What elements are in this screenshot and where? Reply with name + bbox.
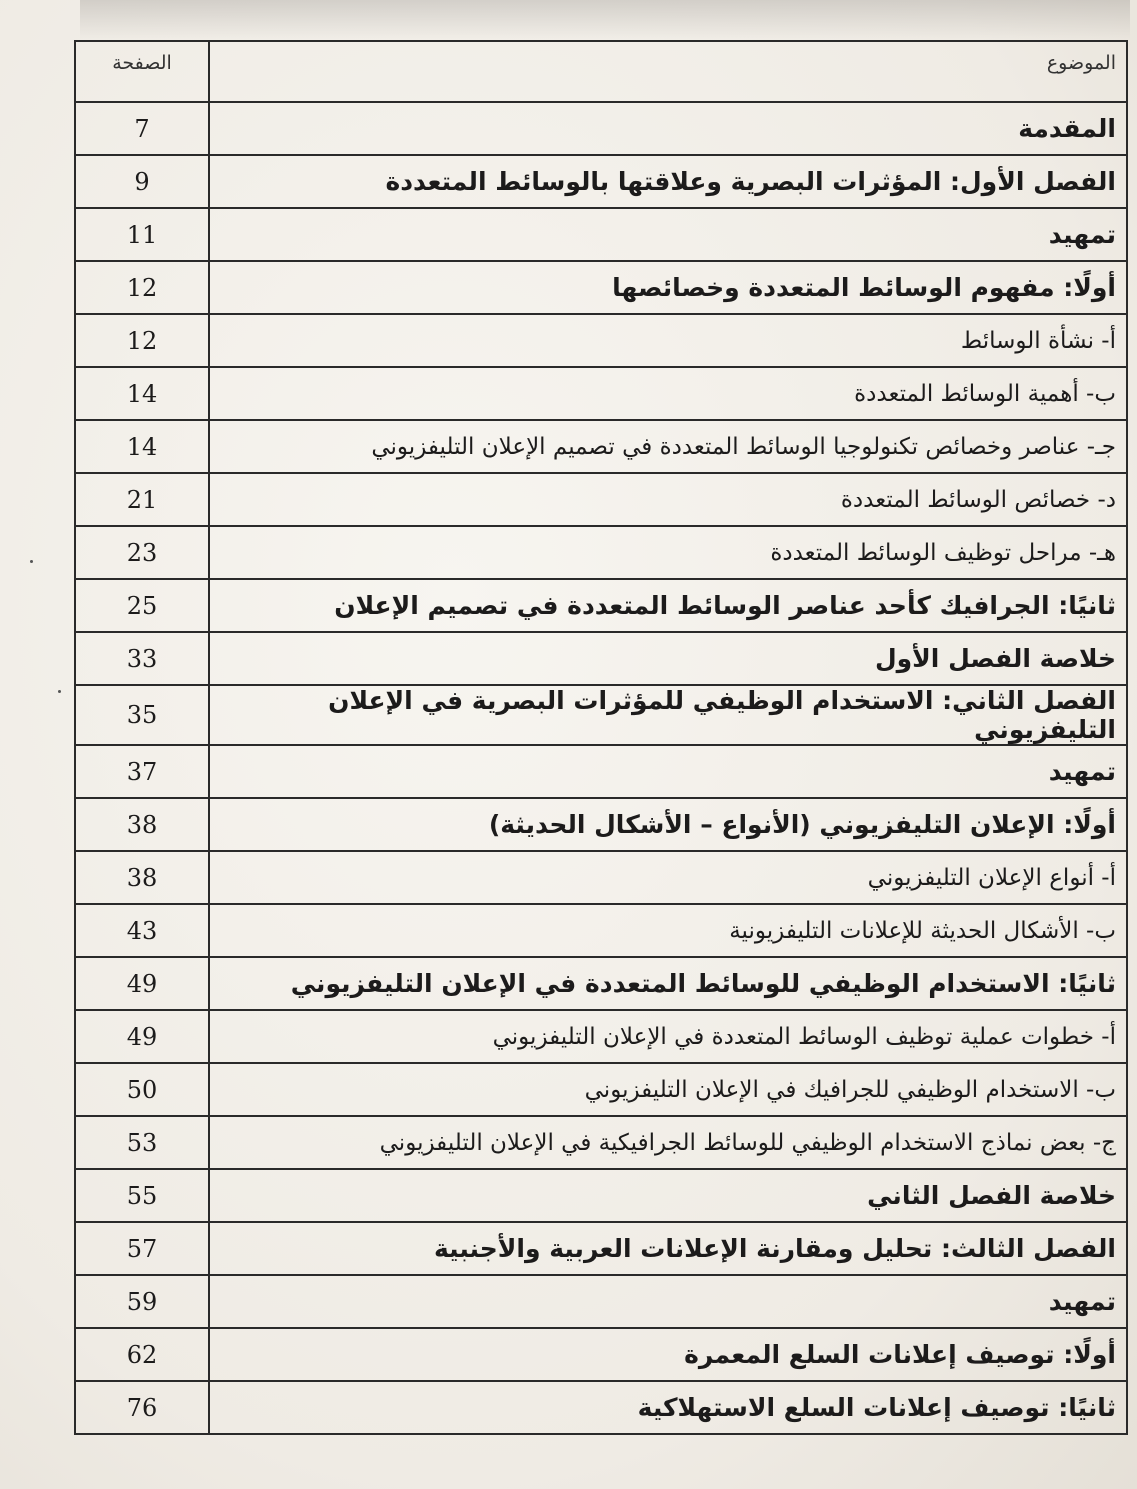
toc-entry-title: الفصل الثاني: الاستخدام الوظيفي للمؤثرات البصرية في الإعلان التليفزيوني	[209, 685, 1127, 745]
toc-row	[75, 745, 1127, 798]
toc-row	[75, 957, 1127, 1010]
toc-entry-title: أ- نشأة الوسائط	[209, 314, 1127, 367]
toc-row	[75, 904, 1127, 957]
toc-entry-page: 7	[75, 102, 209, 155]
toc-entry-page: 23	[75, 526, 209, 579]
toc-entry-page: 49	[75, 957, 209, 1010]
toc-row	[75, 526, 1127, 579]
toc-entry-page: 25	[75, 579, 209, 632]
toc-row	[75, 1010, 1127, 1063]
toc-entry-title: ثانيًا: الجرافيك كأحد عناصر الوسائط المتعددة في تصميم الإعلان	[209, 579, 1127, 632]
toc-entry-title: ب- الاستخدام الوظيفي للجرافيك في الإعلان التليفزيوني	[209, 1063, 1127, 1116]
toc-entry-page: 38	[75, 851, 209, 904]
toc-row	[75, 632, 1127, 685]
toc-row	[75, 851, 1127, 904]
speck	[30, 560, 33, 563]
toc-row	[75, 1116, 1127, 1169]
toc-entry-title: أولًا: مفهوم الوسائط المتعددة وخصائصها	[209, 261, 1127, 314]
toc-entry-title: المقدمة	[209, 102, 1127, 155]
toc-entry-title: د- خصائص الوسائط المتعددة	[209, 473, 1127, 526]
toc-entry-page: 53	[75, 1116, 209, 1169]
table-of-contents	[74, 40, 1128, 1435]
toc-entry-page: 12	[75, 261, 209, 314]
toc-body	[75, 41, 1127, 1434]
toc-entry-page: 38	[75, 798, 209, 851]
toc-entry-title: هـ- مراحل توظيف الوسائط المتعددة	[209, 526, 1127, 579]
toc-entry-page: 9	[75, 155, 209, 208]
toc-row	[75, 155, 1127, 208]
toc-entry-title: تمهيد	[209, 745, 1127, 798]
toc-entry-title: أولًا: توصيف إعلانات السلع المعمرة	[209, 1328, 1127, 1381]
topic-column-header: الموضوع	[209, 41, 1127, 102]
toc-entry-title: ج- بعض نماذج الاستخدام الوظيفي للوسائط الجرافيكية في الإعلان التليفزيوني	[209, 1116, 1127, 1169]
toc-entry-page: 12	[75, 314, 209, 367]
toc-row	[75, 1169, 1127, 1222]
toc-entry-page: 50	[75, 1063, 209, 1116]
toc-entry-page: 76	[75, 1381, 209, 1434]
toc-entry-title: تمهيد	[209, 208, 1127, 261]
toc-entry-page: 55	[75, 1169, 209, 1222]
toc-entry-title: أولًا: الإعلان التليفزيوني (الأنواع – الأشكال الحديثة)	[209, 798, 1127, 851]
toc-entry-page: 21	[75, 473, 209, 526]
toc-entry-page: 49	[75, 1010, 209, 1063]
toc-row	[75, 1328, 1127, 1381]
toc-row	[75, 798, 1127, 851]
speck	[58, 690, 61, 693]
toc-entry-title: الفصل الثالث: تحليل ومقارنة الإعلانات العربية والأجنبية	[209, 1222, 1127, 1275]
toc-row	[75, 685, 1127, 745]
toc-entry-page: 57	[75, 1222, 209, 1275]
toc-row	[75, 1275, 1127, 1328]
bleed-through-header	[80, 0, 1130, 40]
toc-row	[75, 1222, 1127, 1275]
toc-entry-title: أ- أنواع الإعلان التليفزيوني	[209, 851, 1127, 904]
toc-entry-title: تمهيد	[209, 1275, 1127, 1328]
toc-entry-title: ثانيًا: توصيف إعلانات السلع الاستهلاكية	[209, 1381, 1127, 1434]
toc-row	[75, 314, 1127, 367]
toc-row	[75, 579, 1127, 632]
toc-row	[75, 420, 1127, 473]
toc-entry-title: ب- الأشكال الحديثة للإعلانات التليفزيونية	[209, 904, 1127, 957]
toc-entry-page: 37	[75, 745, 209, 798]
toc-header-row	[75, 41, 1127, 102]
toc-entry-title: أ- خطوات عملية توظيف الوسائط المتعددة في الإعلان التليفزيوني	[209, 1010, 1127, 1063]
toc-entry-page: 14	[75, 420, 209, 473]
toc-row	[75, 473, 1127, 526]
toc-entry-page: 43	[75, 904, 209, 957]
toc-row	[75, 261, 1127, 314]
toc-entry-title: خلاصة الفصل الأول	[209, 632, 1127, 685]
toc-row	[75, 208, 1127, 261]
toc-row	[75, 1063, 1127, 1116]
toc-entry-title: ب- أهمية الوسائط المتعددة	[209, 367, 1127, 420]
toc-entry-page: 62	[75, 1328, 209, 1381]
toc-entry-page: 11	[75, 208, 209, 261]
toc-row	[75, 1381, 1127, 1434]
toc-entry-page: 33	[75, 632, 209, 685]
toc-entry-title: ثانيًا: الاستخدام الوظيفي للوسائط المتعددة في الإعلان التليفزيوني	[209, 957, 1127, 1010]
page-column-header: الصفحة	[75, 41, 209, 102]
toc-entry-title: جـ- عناصر وخصائص تكنولوجيا الوسائط المتعددة في تصميم الإعلان التليفزيوني	[209, 420, 1127, 473]
toc-entry-page: 35	[75, 685, 209, 745]
toc-entry-page: 14	[75, 367, 209, 420]
toc-row	[75, 102, 1127, 155]
toc-row	[75, 367, 1127, 420]
toc-entry-title: خلاصة الفصل الثاني	[209, 1169, 1127, 1222]
toc-entry-title: الفصل الأول: المؤثرات البصرية وعلاقتها بالوسائط المتعددة	[209, 155, 1127, 208]
toc-entry-page: 59	[75, 1275, 209, 1328]
